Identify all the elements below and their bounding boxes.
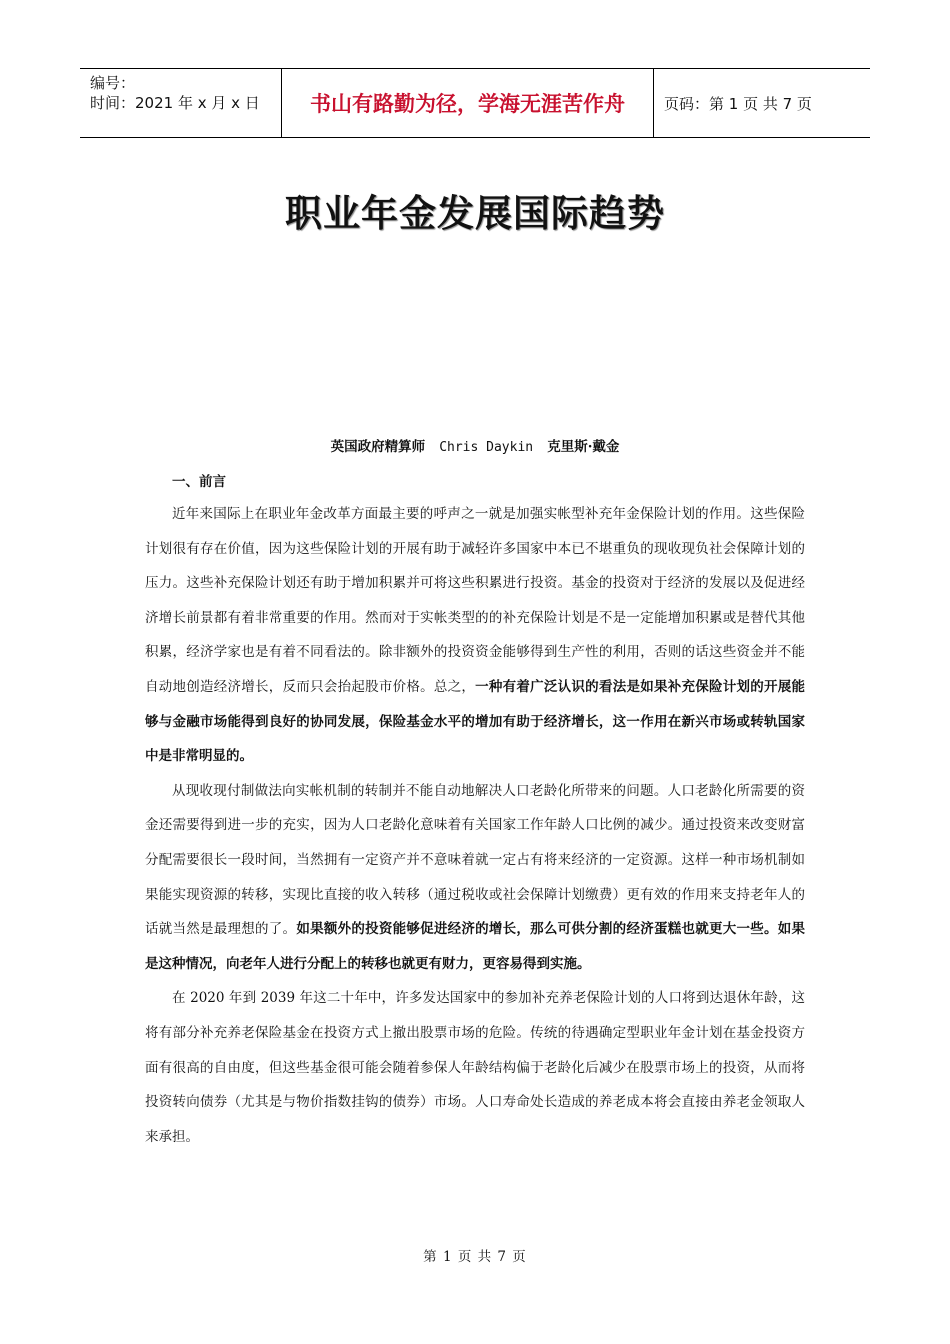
- paragraph: [145, 774, 805, 982]
- paragraph-emphasis: 如果额外的投资能够促进经济的增长，那么可供分割的经济蛋糕也就更大一些。如果是这种情况，向老年人进行分配上的转移也就更有财力，更容易得到实施。: [145, 921, 806, 972]
- paragraph-emphasis: 一种有着广泛认识的看法是如果补充保险计划的开展能够与金融市场能得到良好的协同发展，保险基金水平的增加有助于经济增长，这一作用在新兴市场或转轨国家中是非常明显的。: [145, 678, 806, 765]
- document-title: 职业年金发展国际趋势: [285, 192, 665, 235]
- page-header: [80, 68, 870, 138]
- header-page-indicator: 页码：第 1 页 共 7 页: [664, 94, 812, 113]
- paragraph: [145, 497, 805, 774]
- paragraph-text: 近年来国际上在职业年金改革方面最主要的呼声之一就是加强实帐型补充年金保险计划的作用。这些保险计划很有存在价值，因为这些保险计划的开展有助于减轻许多国家中本已不堪重负的现收现负社会保障计划的压力。这些补充保险计划还有助于增加积累并可将这些积累进行投资。基金的投资对于经济的发展以及促进经济增长前景都有着非常重要的作用。然而对于实帐类型的的补充保险计划是不是一定能增加积累或是替代其他积累，经济学家也是有着不同看法的。除非额外的投资资金能够得到生产性的利用，否则的话这些资金并不能自动地创造经济增长，反而只会抬起股市价格。总之，: [145, 506, 805, 695]
- document-body: [145, 497, 805, 1154]
- document-number-label: 编号：: [90, 74, 136, 92]
- author-line: [0, 435, 950, 455]
- author-title: 英国政府精算师: [330, 439, 426, 455]
- document-time-label: 时间：2021 年 x 月 x 日: [90, 94, 260, 112]
- page-footer: 第 1 页 共 7 页: [423, 1249, 527, 1265]
- author-name-en: Chris Daykin: [439, 440, 534, 455]
- paragraph-text: 从现收现付制做法向实帐机制的转制并不能自动地解决人口老龄化所带来的问题。人口老龄化所需要的资金还需要得到进一步的充实，因为人口老龄化意味着有关国家工作年龄人口比例的减少。通过投资来改变财富分配需要很长一段时间，当然拥有一定资产并不意味着就一定占有将来经济的一定资源。这样一种市场机制如果能实现资源的转移，实现比直接的收入转移（通过税收或社会保障计划缴费）更有效的作用来支持老年人的话就当然是最理想的了。: [145, 782, 805, 938]
- header-motto: 书山有路勤为径，学海无涯苦作舟: [281, 69, 654, 137]
- header-meta: [80, 69, 281, 137]
- author-name-cn: 克里斯·戴金: [547, 439, 620, 455]
- paragraph-text: 在 2020 年到 2039 年这二十年中，许多发达国家中的参加补充养老保险计划的人口将到达退休年龄，这将有部分补充养老保险基金在投资方式上撤出股票市场的危险。传统的待遇确定型职业年金计划在基金投资方面有很高的自由度，但这些基金很可能会随着参保人年龄结构偏于老龄化后减少在股票市场上的投资，从而将投资转向债券（尤其是与物价指数挂钩的债券）市场。人口寿命处长造成的养老成本将会直接由养老金领取人来承担。: [145, 990, 805, 1145]
- section-heading: 一、前言: [172, 474, 226, 490]
- paragraph: [145, 981, 805, 1154]
